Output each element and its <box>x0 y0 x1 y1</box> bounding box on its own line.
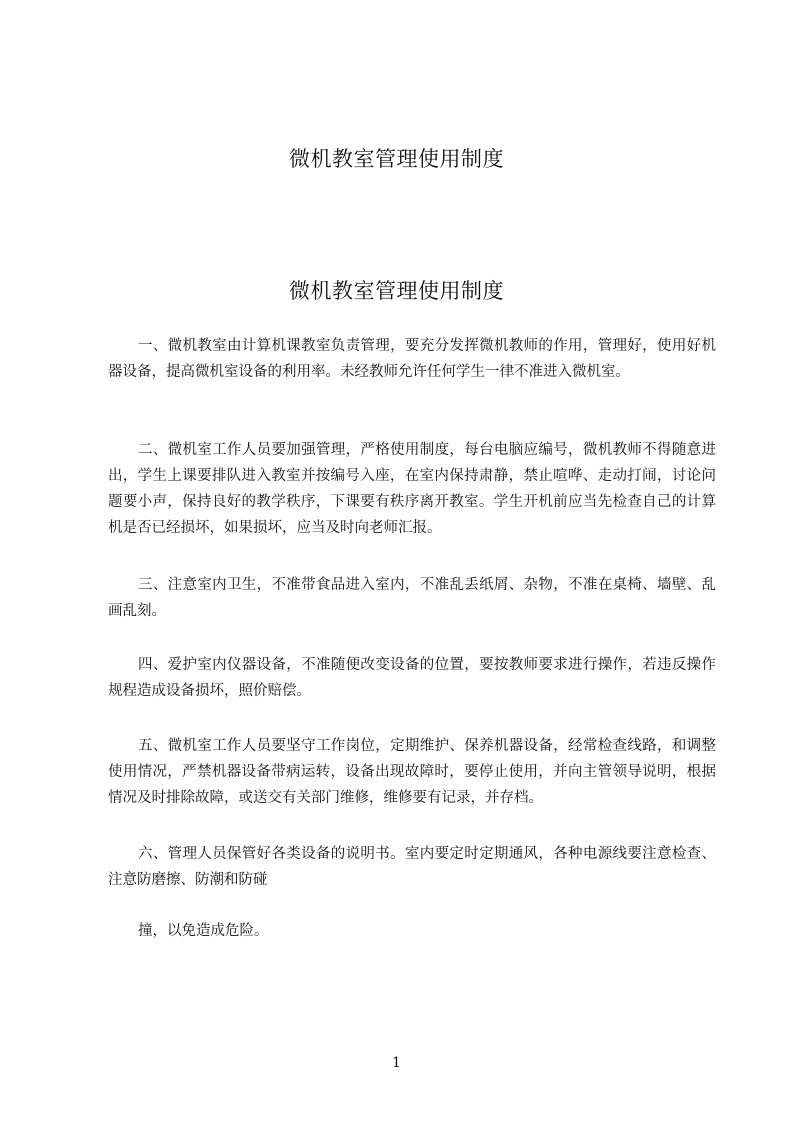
paragraph-5: 五、微机室工作人员要坚守工作岗位，定期维护、保养机器设备，经常检查线路，和调整使用情况，严禁机器设备带病运转，设备出现故障时，要停止使用，并向主管领导说明，根据情况及时排除故障，或送交有关部门维修，维修要有记录，并存档。 <box>108 738 716 806</box>
page-number: 1 <box>392 1055 401 1071</box>
paragraph-6: 六、管理人员保管好各类设备的说明书。室内要定时定期通风，各种电源线要注意检查、注意防磨擦、防潮和防碰 <box>108 846 716 888</box>
paragraph-4: 四、爱护室内仪器设备，不准随便改变设备的位置，要按教师要求进行操作，若违反操作规程造成设备损坏，照价赔偿。 <box>108 657 716 699</box>
paragraph-2: 二、微机室工作人员要加强管理，严格使用制度，每台电脑应编号，微机教师不得随意进出，学生上课要排队进入教室并按编号入座，在室内保持肃静，禁止喧哗、走动打闹，讨论问题要小声，保持良好的教学秩序，下课要有秩序离开教室。学生开机前应当先检查自己的计算机是否已经损坏，如果损坏，应当及时向老师汇报。 <box>108 442 716 536</box>
page-title-top: 微机教室管理使用制度 <box>289 147 504 171</box>
paragraph-6-continuation: 撞，以免造成危险。 <box>138 923 269 939</box>
paragraph-1: 一、微机教室由计算机课教室负责管理，要充分发挥微机教师的作用，管理好，使用好机器设备，提高微机室设备的利用率。未经教师允许任何学生一律不准进入微机室。 <box>108 338 716 380</box>
page-title-main: 微机教室管理使用制度 <box>289 279 504 303</box>
paragraph-3: 三、注意室内卫生，不准带食品进入室内，不准乱丢纸屑、杂物，不准在桌椅、墙壁、乱画乱刻。 <box>108 577 716 619</box>
